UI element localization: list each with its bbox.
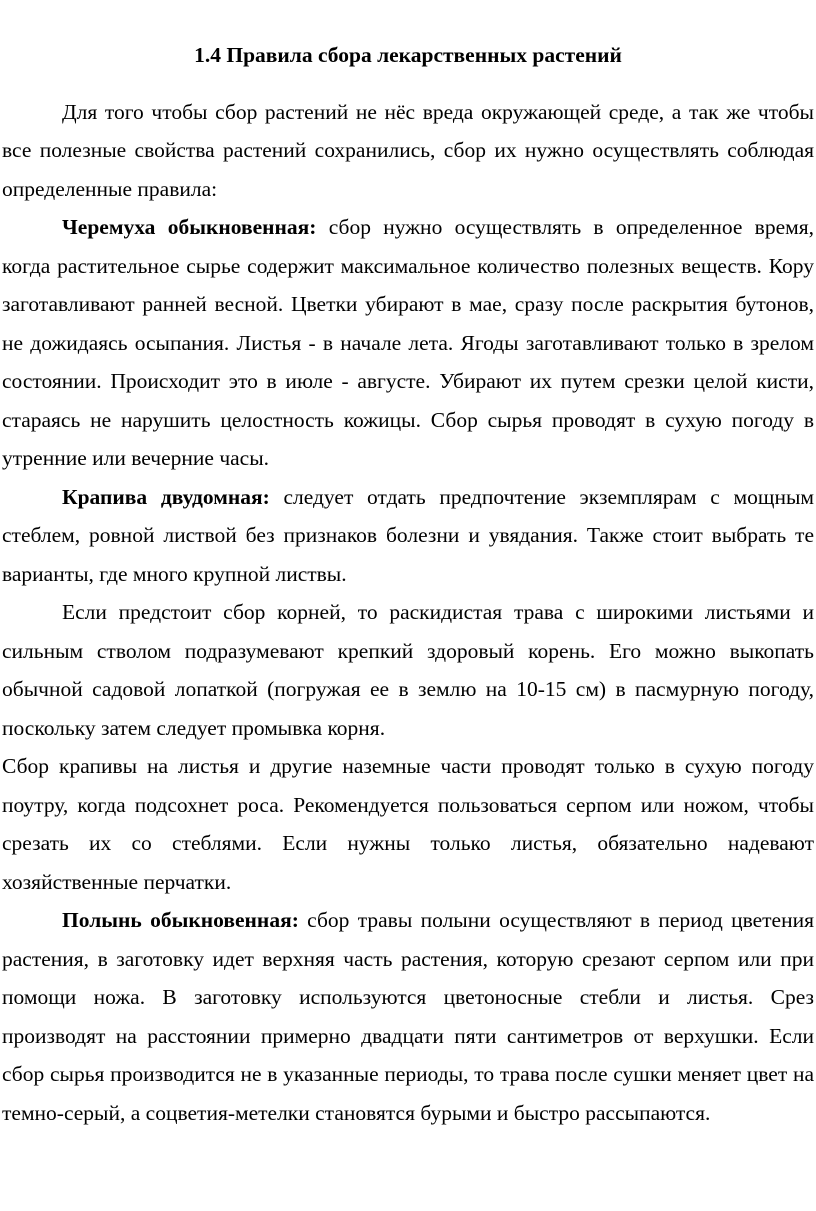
cheremukha-term: Черемуха обыкновенная: bbox=[62, 215, 317, 239]
roots-paragraph: Если предстоит сбор корней, то раскидистая трава с широкими листьями и сильным стволом подразумевают крепкий здоровый корень. Его можно выкопать обычной садовой лопаткой (погружая ее в землю на 10-15 см) в пасмурную погоду, поскольку затем следует промывка корня. bbox=[2, 600, 814, 740]
leaves-paragraph: Сбор крапивы на листья и другие наземные части проводят только в сухую погоду поутру, когда подсохнет роса. Рекомендуется пользоваться серпом или ножом, чтобы срезать их со стеблями. Если нужны только листья, обязательно надевают хозяйственные перчатки. bbox=[2, 754, 814, 894]
intro-paragraph: Для того чтобы сбор растений не нёс вреда окружающей среде, а так же чтобы все полезные свойства растений сохранились, сбор их нужно осуществлять соблюдая определенные правила: bbox=[2, 99, 814, 201]
cheremukha-paragraph bbox=[2, 208, 814, 478]
cheremukha-text: сбор нужно осуществлять в определенное время, когда растительное сырье содержит максимальное количество полезных веществ. Кору заготавливают ранней весной. Цветки убирают в мае, сразу после раскрытия бутонов, не дожидаясь осыпания. Листья - в начале лета. Ягоды заготавливают только в зрелом состоянии. Происходит это в июле - августе. Убирают их путем срезки целой кисти, стараясь не нарушить целостность кожицы. Сбор сырья проводят в сухую погоду в утренние или вечерние часы. bbox=[2, 215, 814, 470]
krapiva-paragraph bbox=[2, 478, 814, 594]
krapiva-term: Крапива двудомная: bbox=[62, 484, 270, 509]
polyn-term: Полынь обыкновенная: bbox=[62, 908, 299, 932]
krapiva-text: следует отдать предпочтение экземплярам с мощным стеблем, ровной листвой без признаков болезни и увядания. Также стоит выбрать те варианты, где много крупной листвы. bbox=[2, 484, 814, 586]
polyn-text: сбор травы полыни осуществляют в период цветения растения, в заготовку идет верхняя часть растения, которую срезают серпом или при помощи ножа. В заготовку используются цветоносные стебли и листья. Срез производят на расстоянии примерно двадцати пяти сантиметров от верхушки. Если сбор сырья производится не в указанные периоды, то трава после сушки меняет цвет на темно-серый, а соцветия-метелки становятся бурыми и быстро рассыпаются. bbox=[2, 908, 814, 1125]
polyn-paragraph bbox=[2, 901, 814, 1132]
section-title: 1.4 Правила сбора лекарственных растений bbox=[194, 43, 622, 67]
